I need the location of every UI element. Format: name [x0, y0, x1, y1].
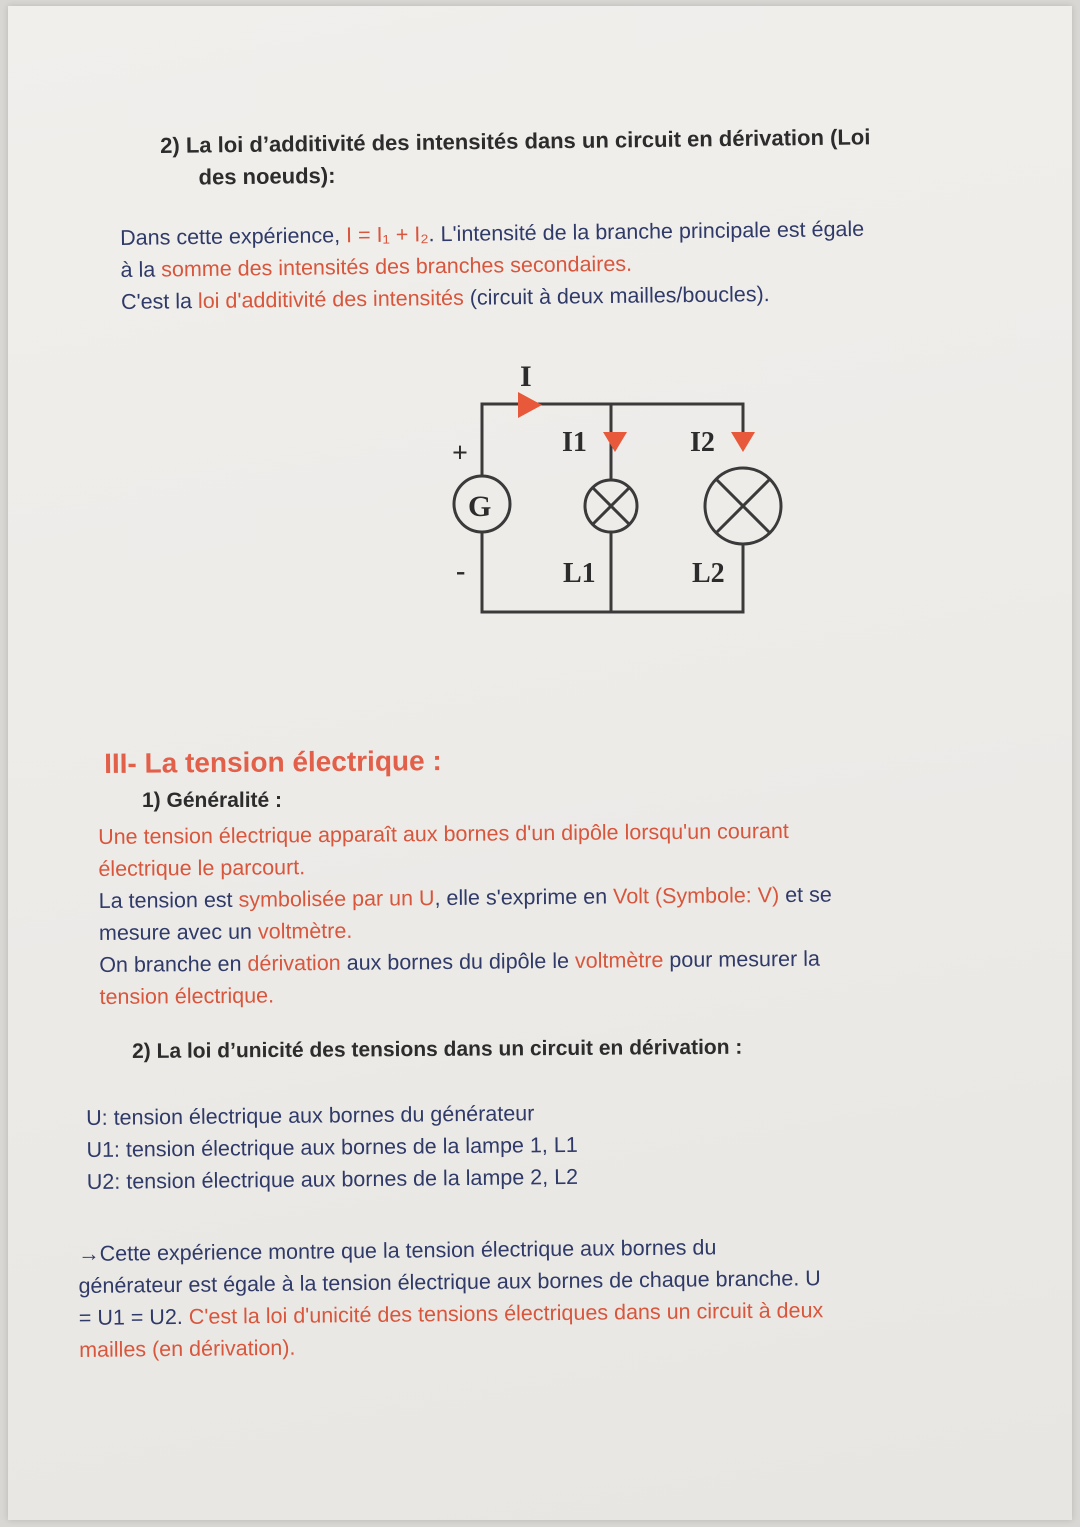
lamp1-cross — [593, 488, 629, 524]
current-arrow-i1 — [603, 432, 627, 452]
label-current-i2: I2 — [690, 427, 715, 458]
label-lamp2: L2 — [692, 558, 725, 589]
label-lamp1: L1 — [563, 558, 596, 589]
label-plus: + — [452, 438, 468, 469]
definition-u: U: tension électrique aux bornes du générateur — [86, 1101, 535, 1130]
label-current-main: I — [520, 360, 532, 393]
definition-u2: U2: tension électrique aux bornes de la lampe 2, L2 — [86, 1164, 579, 1194]
parallel-circuit-diagram — [418, 356, 798, 626]
lamp2-cross — [716, 479, 770, 533]
current-arrow-main — [518, 392, 542, 418]
current-arrow-i2 — [731, 432, 755, 452]
definition-u1: U1: tension électrique aux bornes de la lampe 1, L1 — [86, 1132, 578, 1162]
heading-text-line2: des noeuds): — [198, 162, 336, 190]
section-title-voltage: III- La tension électrique : — [104, 745, 442, 779]
paragraph-additivity: Dans cette expérience, I = I₁ + I₂. L'intensité de la branche principale est égale à la somme des intensités des branches secondaires. C'est la loi d'additivité des intensités (circuit à deux mailles/boucles). — [120, 216, 865, 314]
label-minus: - — [456, 556, 466, 587]
formula-intensity: I = I₁ + I₂ — [345, 222, 429, 248]
label-generator: G — [468, 490, 492, 523]
heading-number: 2) — [160, 132, 180, 158]
definitions-list — [86, 1093, 987, 1198]
section-heading-additivity — [160, 119, 1061, 194]
subsection-title-generality: 1) Généralité : — [142, 789, 283, 812]
subsection-title-uniqueness: 2) La loi d’unicité des tensions dans un circuit en dérivation : — [132, 1035, 743, 1063]
label-current-i1: I1 — [562, 427, 587, 458]
heading-text: La loi d’additivité des intensités dans un circuit en dérivation (Loi — [185, 124, 871, 158]
paragraph-conclusion: →Cette expérience montre que la tension électrique aux bornes du générateur est égale à la tension électrique aux bornes de chaque branche. U = U1 = U2. C'est la loi d'unicité des tensions électriques dans un circuit à deux mailles (en dérivation). — [78, 1235, 824, 1362]
paragraph-generality: Une tension électrique apparaît aux bornes d'un dipôle lorsqu'un courant électrique le parcourt. La tension est symbolisée par un U, elle s'exprime en Volt (Symbole: V) et se mesure avec un voltmètre. On branche en dérivation aux bornes du dipôle le voltmètre pour mesurer la tension électrique. — [98, 818, 832, 1009]
document-page — [8, 6, 1072, 1520]
